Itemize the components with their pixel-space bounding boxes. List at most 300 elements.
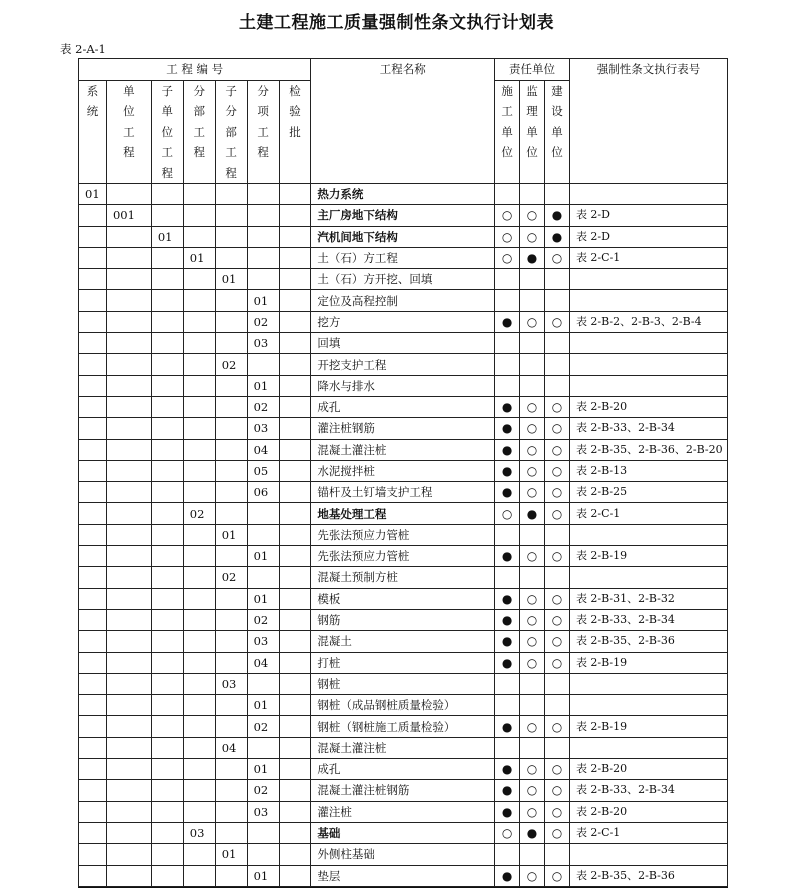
table-row <box>79 375 728 396</box>
system-code <box>79 652 107 673</box>
reference-table-number: 表 2-B-33、2-B-34 <box>569 418 727 439</box>
system-code <box>79 716 107 737</box>
owner-mark <box>545 673 570 694</box>
supervision-mark <box>520 844 545 865</box>
division-code <box>183 631 215 652</box>
unit-code <box>106 333 151 354</box>
reference-table-number <box>569 184 727 205</box>
header-char: 单 <box>123 83 135 98</box>
table-body <box>79 184 728 887</box>
batch-code <box>279 524 311 545</box>
system-column-header <box>79 80 107 184</box>
subdivision-code <box>215 247 247 268</box>
header-char: 位 <box>123 104 135 118</box>
item-code: 01 <box>247 695 279 716</box>
subdivision-code <box>215 226 247 247</box>
table-row <box>79 439 728 460</box>
header-char: 分 <box>225 104 237 118</box>
item-code <box>247 567 279 588</box>
unit-code <box>106 780 151 801</box>
item-code: 02 <box>247 780 279 801</box>
work-name: 混凝土灌注桩钢筋 <box>311 780 495 801</box>
work-name: 混凝土预制方桩 <box>311 567 495 588</box>
system-code <box>79 311 107 332</box>
system-code <box>79 333 107 354</box>
work-name: 成孔 <box>311 396 495 417</box>
batch-code <box>279 695 311 716</box>
division-code <box>183 588 215 609</box>
subunit-code <box>151 652 183 673</box>
batch-code <box>279 269 311 290</box>
work-name: 水泥搅拌桩 <box>311 460 495 481</box>
division-code <box>183 801 215 822</box>
owner-mark <box>545 737 570 758</box>
reference-table-number <box>569 290 727 311</box>
responsibility-group-header: 责任单位 <box>495 59 570 81</box>
unit-column-header <box>106 80 151 184</box>
system-code: 01 <box>79 184 107 205</box>
owner-mark <box>545 695 570 716</box>
batch-code <box>279 247 311 268</box>
work-name: 汽机间地下结构 <box>311 226 495 247</box>
work-name: 成孔 <box>311 759 495 780</box>
system-code <box>79 695 107 716</box>
item-code <box>247 524 279 545</box>
subdivision-code: 02 <box>215 354 247 375</box>
item-code: 01 <box>247 759 279 780</box>
unit-code <box>106 673 151 694</box>
division-code <box>183 396 215 417</box>
division-code <box>183 546 215 567</box>
batch-code <box>279 418 311 439</box>
table-row <box>79 354 728 375</box>
reference-table-number <box>569 524 727 545</box>
header-char: 位 <box>501 145 513 159</box>
header-char: 单 <box>526 124 538 139</box>
supervision-mark <box>520 333 545 354</box>
system-code <box>79 396 107 417</box>
batch-code <box>279 759 311 780</box>
table-row <box>79 460 728 481</box>
batch-code <box>279 396 311 417</box>
subdivision-column-header <box>215 80 247 184</box>
item-code: 03 <box>247 631 279 652</box>
table-row <box>79 865 728 886</box>
header-char: 验 <box>289 104 301 118</box>
plan-table-container <box>78 58 728 888</box>
header-char: 系 <box>86 83 99 98</box>
construction-mark: ○ <box>495 226 520 247</box>
reference-table-number: 表 2-B-25 <box>569 482 727 503</box>
table-row <box>79 184 728 205</box>
subunit-code <box>151 524 183 545</box>
table-row <box>79 482 728 503</box>
table-row <box>79 588 728 609</box>
construction-mark <box>495 333 520 354</box>
division-code <box>183 333 215 354</box>
subunit-code <box>151 567 183 588</box>
work-name: 土（石）方开挖、回填 <box>311 269 495 290</box>
header-char: 部 <box>225 124 237 139</box>
reference-table-number: 表 2-B-19 <box>569 716 727 737</box>
subdivision-code: 01 <box>215 844 247 865</box>
reference-table-number: 表 2-C-1 <box>569 503 727 524</box>
header-char: 批 <box>289 124 301 139</box>
work-name: 降水与排水 <box>311 375 495 396</box>
owner-mark <box>545 184 570 205</box>
batch-code <box>279 184 311 205</box>
batch-code <box>279 631 311 652</box>
batch-code <box>279 609 311 630</box>
batch-code <box>279 865 311 886</box>
division-code <box>183 418 215 439</box>
code-group-header: 工 程 编 号 <box>79 59 311 81</box>
subdivision-code: 03 <box>215 673 247 694</box>
subdivision-code: 01 <box>215 269 247 290</box>
subdivision-code <box>215 780 247 801</box>
unit-code <box>106 184 151 205</box>
supervision-mark: ○ <box>520 716 545 737</box>
unit-code <box>106 546 151 567</box>
system-code <box>79 801 107 822</box>
division-code <box>183 269 215 290</box>
item-code: 02 <box>247 716 279 737</box>
subunit-code <box>151 503 183 524</box>
header-char: 单 <box>551 124 563 139</box>
reference-table-number: 表 2-B-13 <box>569 460 727 481</box>
owner-mark: ○ <box>545 865 570 886</box>
reference-table-number: 表 2-B-35、2-B-36、2-B-20 <box>569 439 727 460</box>
system-code <box>79 844 107 865</box>
subunit-code <box>151 418 183 439</box>
subunit-code <box>151 695 183 716</box>
item-code <box>247 503 279 524</box>
table-row <box>79 631 728 652</box>
subunit-code <box>151 673 183 694</box>
batch-code <box>279 226 311 247</box>
unit-code <box>106 482 151 503</box>
table-number: 表 2-A-1 <box>60 42 106 56</box>
item-code: 01 <box>247 375 279 396</box>
construction-mark: ○ <box>495 822 520 843</box>
construction-mark: ● <box>495 780 520 801</box>
reference-table-number <box>569 333 727 354</box>
batch-code <box>279 290 311 311</box>
table-row <box>79 524 728 545</box>
header-char: 工 <box>501 104 513 118</box>
header-char: 位 <box>551 145 563 159</box>
subdivision-code <box>215 439 247 460</box>
system-code <box>79 354 107 375</box>
supervision-mark <box>520 375 545 396</box>
unit-code <box>106 801 151 822</box>
supervision-mark <box>520 290 545 311</box>
header-char: 施 <box>501 83 513 98</box>
supervision-mark: ○ <box>520 396 545 417</box>
system-code <box>79 418 107 439</box>
item-code: 02 <box>247 311 279 332</box>
division-code <box>183 375 215 396</box>
system-code <box>79 567 107 588</box>
unit-code <box>106 290 151 311</box>
table-row <box>79 503 728 524</box>
owner-unit-header <box>545 80 570 184</box>
header-char: 工 <box>225 145 237 159</box>
construction-mark <box>495 524 520 545</box>
reference-table-number: 表 2-B-35、2-B-36 <box>569 865 727 886</box>
owner-mark: ○ <box>545 482 570 503</box>
subunit-code <box>151 396 183 417</box>
construction-mark <box>495 375 520 396</box>
reference-table-number <box>569 844 727 865</box>
item-code: 01 <box>247 588 279 609</box>
construction-mark: ● <box>495 865 520 886</box>
owner-mark <box>545 333 570 354</box>
subdivision-code <box>215 333 247 354</box>
header-char: 程 <box>123 145 135 159</box>
subdivision-code: 01 <box>215 524 247 545</box>
work-name: 混凝土 <box>311 631 495 652</box>
division-code <box>183 460 215 481</box>
supervision-mark <box>520 567 545 588</box>
unit-code <box>106 311 151 332</box>
construction-mark: ● <box>495 311 520 332</box>
subunit-code <box>151 716 183 737</box>
unit-code <box>106 609 151 630</box>
system-code <box>79 737 107 758</box>
construction-mark <box>495 354 520 375</box>
table-row <box>79 311 728 332</box>
reference-table-number: 表 2-D <box>569 205 727 226</box>
name-column-header: 工程名称 <box>311 59 495 184</box>
table-row <box>79 396 728 417</box>
header-char: 设 <box>551 104 563 118</box>
supervision-mark: ○ <box>520 482 545 503</box>
subdivision-code <box>215 609 247 630</box>
batch-code <box>279 482 311 503</box>
item-code <box>247 737 279 758</box>
division-code <box>183 716 215 737</box>
subunit-code <box>151 822 183 843</box>
header-char: 分 <box>193 83 205 98</box>
reference-table-number: 表 2-C-1 <box>569 822 727 843</box>
item-code: 04 <box>247 439 279 460</box>
supervision-mark: ○ <box>520 631 545 652</box>
subunit-code <box>151 482 183 503</box>
owner-mark: ○ <box>545 247 570 268</box>
construction-mark <box>495 844 520 865</box>
subunit-code <box>151 184 183 205</box>
construction-mark: ○ <box>495 247 520 268</box>
subunit-code <box>151 546 183 567</box>
system-code <box>79 588 107 609</box>
item-code <box>247 673 279 694</box>
owner-mark: ○ <box>545 460 570 481</box>
owner-mark: ○ <box>545 588 570 609</box>
table-row <box>79 609 728 630</box>
work-name: 钢桩 <box>311 673 495 694</box>
unit-code <box>106 737 151 758</box>
reference-table-number: 表 2-B-31、2-B-32 <box>569 588 727 609</box>
unit-code <box>106 695 151 716</box>
table-row <box>79 269 728 290</box>
table-row <box>79 737 728 758</box>
owner-mark: ○ <box>545 822 570 843</box>
batch-code <box>279 311 311 332</box>
system-code <box>79 226 107 247</box>
table-row <box>79 780 728 801</box>
system-code <box>79 865 107 886</box>
division-code <box>183 865 215 886</box>
work-name: 打桩 <box>311 652 495 673</box>
subdivision-code <box>215 503 247 524</box>
owner-mark <box>545 524 570 545</box>
table-row <box>79 226 728 247</box>
construction-mark: ● <box>495 716 520 737</box>
system-code <box>79 524 107 545</box>
unit-code <box>106 375 151 396</box>
unit-code: 001 <box>106 205 151 226</box>
subunit-code <box>151 375 183 396</box>
table-row <box>79 844 728 865</box>
construction-mark <box>495 567 520 588</box>
system-code <box>79 269 107 290</box>
construction-mark: ● <box>495 482 520 503</box>
batch-code <box>279 737 311 758</box>
subdivision-code <box>215 801 247 822</box>
work-name: 热力系统 <box>311 184 495 205</box>
subdivision-code <box>215 695 247 716</box>
table-row <box>79 759 728 780</box>
batch-code <box>279 354 311 375</box>
construction-mark <box>495 269 520 290</box>
supervision-mark: ○ <box>520 460 545 481</box>
division-code <box>183 609 215 630</box>
header-char: 位 <box>526 145 538 159</box>
subdivision-code <box>215 375 247 396</box>
owner-mark <box>545 290 570 311</box>
batch-code <box>279 503 311 524</box>
supervision-mark: ○ <box>520 418 545 439</box>
supervision-mark <box>520 269 545 290</box>
table-row <box>79 546 728 567</box>
division-code <box>183 759 215 780</box>
unit-code <box>106 822 151 843</box>
item-code: 03 <box>247 418 279 439</box>
work-name: 主厂房地下结构 <box>311 205 495 226</box>
item-code: 05 <box>247 460 279 481</box>
owner-mark: ○ <box>545 311 570 332</box>
division-code: 01 <box>183 247 215 268</box>
subdivision-code <box>215 716 247 737</box>
owner-mark: ○ <box>545 396 570 417</box>
unit-code <box>106 226 151 247</box>
batch-code <box>279 716 311 737</box>
header-char: 工 <box>161 145 174 159</box>
item-code: 02 <box>247 396 279 417</box>
division-code <box>183 652 215 673</box>
subdivision-code <box>215 184 247 205</box>
system-code <box>79 375 107 396</box>
batch-code <box>279 375 311 396</box>
header-char: 建 <box>551 83 563 98</box>
system-code <box>79 503 107 524</box>
owner-mark <box>545 269 570 290</box>
work-name: 挖方 <box>311 311 495 332</box>
construction-mark: ● <box>495 396 520 417</box>
item-code <box>247 822 279 843</box>
system-code <box>79 460 107 481</box>
header-char: 分 <box>257 83 269 98</box>
construction-mark: ○ <box>495 503 520 524</box>
division-code <box>183 311 215 332</box>
reference-table-number <box>569 673 727 694</box>
table-row <box>79 567 728 588</box>
subunit-code <box>151 609 183 630</box>
subdivision-code <box>215 311 247 332</box>
construction-mark: ● <box>495 418 520 439</box>
reference-table-number: 表 2-B-20 <box>569 801 727 822</box>
construction-mark: ● <box>495 631 520 652</box>
table-row <box>79 801 728 822</box>
unit-code <box>106 247 151 268</box>
subunit-code <box>151 311 183 332</box>
subunit-code <box>151 247 183 268</box>
subdivision-code <box>215 546 247 567</box>
item-code <box>247 184 279 205</box>
header-char: 工 <box>257 124 269 139</box>
supervision-mark <box>520 354 545 375</box>
owner-mark: ○ <box>545 503 570 524</box>
supervision-mark: ○ <box>520 205 545 226</box>
batch-code <box>279 780 311 801</box>
header-char: 项 <box>257 104 269 118</box>
division-code <box>183 205 215 226</box>
supervision-mark: ○ <box>520 311 545 332</box>
batch-code <box>279 588 311 609</box>
supervision-mark: ○ <box>520 801 545 822</box>
division-code <box>183 354 215 375</box>
work-name: 回填 <box>311 333 495 354</box>
work-name: 钢桩（成品钢桩质量检验） <box>311 695 495 716</box>
header-char: 程 <box>225 165 237 180</box>
unit-code <box>106 652 151 673</box>
construction-mark <box>495 290 520 311</box>
division-column-header <box>183 80 215 184</box>
header-char: 单 <box>161 104 174 118</box>
unit-code <box>106 716 151 737</box>
supervision-mark: ○ <box>520 652 545 673</box>
supervision-unit-header <box>520 80 545 184</box>
owner-mark: ○ <box>545 759 570 780</box>
unit-code <box>106 759 151 780</box>
header-char: 子 <box>161 83 174 98</box>
work-name: 垫层 <box>311 865 495 886</box>
work-name: 钢筋 <box>311 609 495 630</box>
work-name: 基础 <box>311 822 495 843</box>
table-row <box>79 673 728 694</box>
subdivision-code <box>215 759 247 780</box>
header-char: 位 <box>161 124 174 139</box>
owner-mark: ○ <box>545 716 570 737</box>
division-code <box>183 695 215 716</box>
owner-mark: ○ <box>545 546 570 567</box>
item-column-header <box>247 80 279 184</box>
subunit-code <box>151 844 183 865</box>
supervision-mark <box>520 184 545 205</box>
reference-table-number: 表 2-B-19 <box>569 652 727 673</box>
system-code <box>79 822 107 843</box>
